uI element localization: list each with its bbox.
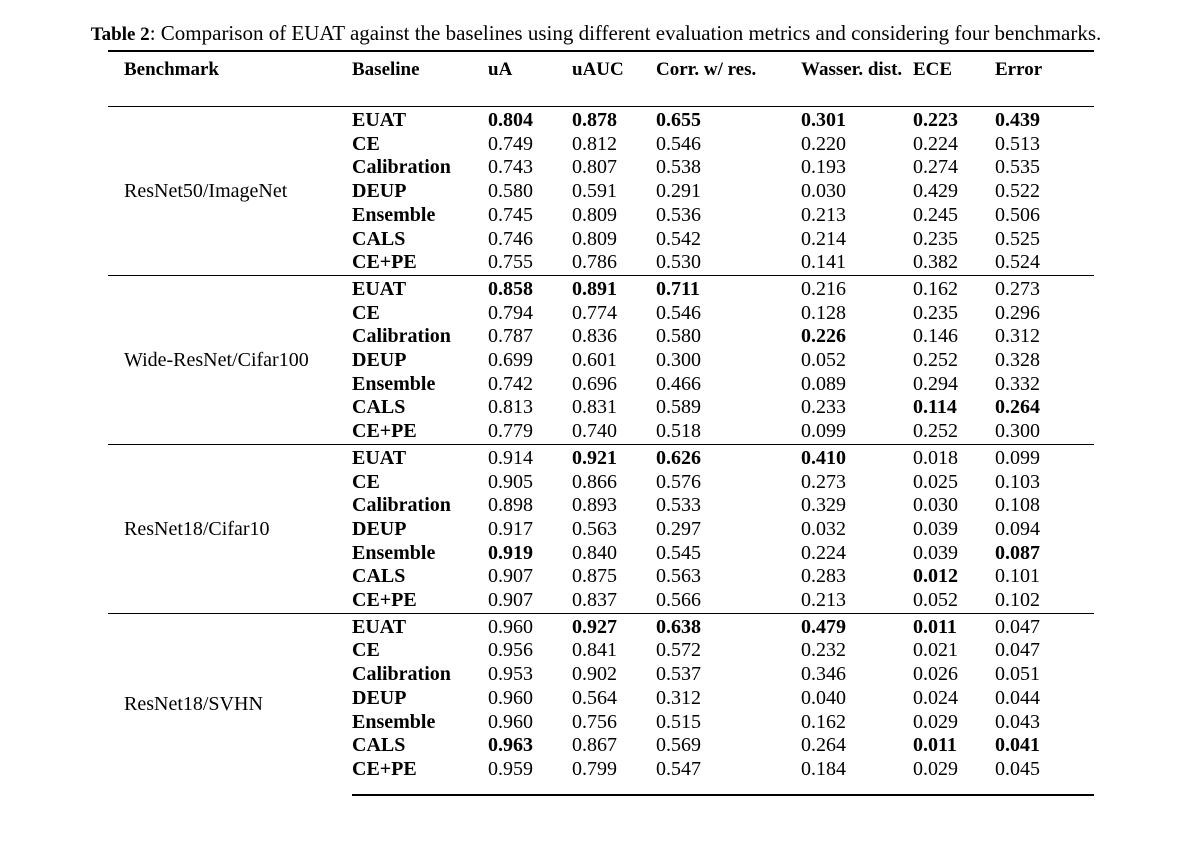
value-cell-error: 0.439 [995, 109, 1040, 131]
value-cell-ua: 0.960 [488, 613, 572, 639]
value-cell-uauc: 0.696 [572, 372, 617, 395]
value-cell-corr: 0.312 [656, 686, 701, 709]
value-cell-wasserstein: 0.032 [801, 517, 846, 540]
baseline-cell: CALS [352, 734, 406, 757]
value-cell-ua: 0.804 [488, 109, 533, 131]
value-cell-corr: 0.542 [656, 227, 701, 250]
value-cell-uauc: 0.867 [572, 734, 617, 757]
value-cell-ece: 0.026 [913, 663, 958, 686]
value-cell-corr: 0.626 [656, 444, 801, 470]
baseline-cell: DEUP [352, 180, 407, 203]
header-row [108, 51, 1094, 88]
benchmark-cell: ResNet18/SVHN [108, 613, 352, 794]
value-cell-ece: 0.235 [913, 301, 958, 324]
value-cell-wasserstein: 0.264 [801, 734, 846, 757]
value-cell-error: 0.101 [995, 565, 1040, 588]
value-cell-corr: 0.530 [656, 251, 701, 274]
value-cell-corr: 0.536 [656, 203, 701, 226]
benchmark-group [108, 107, 1094, 276]
value-cell-uauc: 0.807 [572, 156, 617, 179]
value-cell-corr: 0.546 [656, 301, 701, 324]
baseline-cell: DEUP [352, 517, 407, 540]
value-cell-error: 0.264 [995, 396, 1040, 419]
header-spacer-cell [108, 88, 1094, 107]
value-cell-uauc: 0.902 [572, 663, 617, 686]
value-cell-uauc: 0.786 [572, 251, 617, 274]
baseline-cell: CALS [352, 227, 406, 250]
value-cell-uauc: 0.774 [572, 301, 617, 324]
value-cell-error: 0.513 [995, 132, 1040, 155]
value-cell-error: 0.047 [995, 639, 1040, 662]
benchmark-group [108, 444, 1094, 613]
value-cell-ua: 0.858 [488, 275, 572, 301]
value-cell-wasserstein: 0.213 [801, 589, 846, 612]
baseline-cell: Calibration [352, 156, 451, 179]
value-cell-uauc: 0.809 [572, 227, 617, 250]
value-cell-uauc: 0.740 [572, 420, 617, 443]
column-header-error: Error [995, 59, 1043, 80]
value-cell-ece: 0.018 [913, 444, 995, 470]
value-cell-ua: 0.907 [488, 589, 533, 612]
baseline-cell: DEUP [352, 686, 407, 709]
value-cell-wasserstein: 0.141 [801, 251, 846, 274]
value-cell-wasserstein: 0.040 [801, 686, 846, 709]
value-cell-uauc: 0.812 [572, 132, 617, 155]
value-cell-error: 0.108 [995, 494, 1040, 517]
value-cell-uauc: 0.563 [572, 517, 617, 540]
value-cell-ece: 0.030 [913, 494, 958, 517]
baseline-cell: CE [352, 639, 380, 662]
value-cell-ece: 0.224 [913, 132, 958, 155]
value-cell-corr: 0.638 [656, 613, 801, 639]
value-cell-ece: 0.429 [913, 180, 958, 203]
value-cell-uauc: 0.756 [572, 710, 617, 733]
value-cell-ua: 0.699 [488, 349, 533, 372]
value-cell-ece: 0.029 [913, 710, 958, 733]
value-cell-corr: 0.589 [656, 396, 701, 419]
value-cell-error: 0.300 [995, 420, 1040, 443]
column-header-ece: ECE [913, 59, 953, 80]
baseline-cell: Ensemble [352, 541, 436, 564]
value-cell-uauc: 0.809 [572, 203, 617, 226]
header-spacer [108, 88, 1094, 107]
value-cell-error: 0.103 [995, 470, 1040, 493]
value-cell-wasserstein: 0.226 [801, 325, 846, 348]
value-cell-ece: 0.021 [913, 639, 958, 662]
value-cell-corr: 0.537 [656, 663, 701, 686]
benchmark-cell: Wide-ResNet/Cifar100 [108, 275, 352, 444]
baseline-cell: CE+PE [352, 420, 417, 443]
table-row [108, 275, 1094, 301]
value-cell-error: 0.328 [995, 349, 1040, 372]
value-cell-corr: 0.576 [656, 470, 701, 493]
value-cell-error: 0.525 [995, 227, 1040, 250]
value-cell-ece: 0.274 [913, 156, 958, 179]
benchmark-group [108, 275, 1094, 444]
benchmark-cell: ResNet18/Cifar10 [108, 444, 352, 613]
results-table-container [108, 50, 1094, 796]
value-cell-wasserstein: 0.184 [801, 758, 913, 795]
value-cell-ece: 0.294 [913, 372, 958, 395]
value-cell-ece: 0.114 [913, 396, 957, 419]
value-cell-corr: 0.566 [656, 589, 701, 612]
value-cell-wasserstein: 0.099 [801, 420, 846, 443]
value-cell-ece: 0.252 [913, 420, 958, 443]
table-row [108, 613, 1094, 639]
value-cell-ua: 0.787 [488, 325, 533, 348]
value-cell-ua: 0.746 [488, 227, 533, 250]
value-cell-ua: 0.907 [488, 565, 533, 588]
value-cell-corr: 0.655 [656, 109, 701, 131]
caption-text: Comparison of EUAT against the baselines using different evaluation metrics and considering four benchmarks. [160, 21, 1102, 45]
benchmark-cell: ResNet50/ImageNet [124, 180, 288, 203]
value-cell-ua: 0.742 [488, 372, 533, 395]
value-cell-uauc: 0.893 [572, 494, 617, 517]
baseline-cell: EUAT [352, 444, 488, 470]
baseline-cell: Ensemble [352, 372, 436, 395]
value-cell-ece: 0.235 [913, 227, 958, 250]
value-cell-wasserstein: 0.052 [801, 349, 846, 372]
table-caption [0, 20, 1192, 48]
table-row [108, 107, 1094, 133]
column-header-uauc: uAUC [572, 59, 624, 80]
value-cell-corr: 0.580 [656, 325, 701, 348]
value-cell-corr: 0.300 [656, 349, 701, 372]
value-cell-ua: 0.745 [488, 203, 533, 226]
value-cell-error: 0.099 [995, 444, 1094, 470]
value-cell-ece: 0.382 [913, 251, 958, 274]
value-cell-uauc: 0.878 [572, 109, 617, 131]
value-cell-corr: 0.545 [656, 541, 701, 564]
value-cell-ua: 0.794 [488, 301, 533, 324]
value-cell-corr: 0.297 [656, 517, 701, 540]
value-cell-ece: 0.252 [913, 349, 958, 372]
value-cell-wasserstein: 0.346 [801, 663, 846, 686]
value-cell-wasserstein: 0.410 [801, 444, 913, 470]
value-cell-error: 0.047 [995, 613, 1094, 639]
baseline-cell: EUAT [352, 109, 407, 131]
benchmark-group [108, 613, 1094, 794]
value-cell-uauc: 0.840 [572, 541, 617, 564]
baseline-cell: CE+PE [352, 251, 417, 274]
value-cell-ua: 0.953 [488, 663, 533, 686]
value-cell-corr: 0.533 [656, 494, 701, 517]
value-cell-corr: 0.563 [656, 565, 701, 588]
column-header-baseline: Baseline [352, 59, 420, 80]
value-cell-uauc: 0.831 [572, 396, 617, 419]
value-cell-ece: 0.039 [913, 517, 958, 540]
value-cell-ua: 0.919 [488, 541, 533, 564]
value-cell-corr: 0.515 [656, 710, 701, 733]
value-cell-error: 0.506 [995, 203, 1040, 226]
value-cell-uauc: 0.875 [572, 565, 617, 588]
value-cell-wasserstein: 0.193 [801, 156, 846, 179]
value-cell-ece: 0.223 [913, 109, 958, 131]
value-cell-ece: 0.245 [913, 203, 958, 226]
baseline-cell: CE [352, 132, 380, 155]
value-cell-corr: 0.569 [656, 734, 701, 757]
value-cell-ua: 0.917 [488, 517, 533, 540]
value-cell-wasserstein: 0.283 [801, 565, 846, 588]
value-cell-ece: 0.162 [913, 275, 995, 301]
value-cell-wasserstein: 0.273 [801, 470, 846, 493]
value-cell-wasserstein: 0.030 [801, 180, 846, 203]
value-cell-corr: 0.518 [656, 420, 701, 443]
caption-separator: : [149, 21, 156, 45]
value-cell-ua: 0.963 [488, 734, 533, 757]
baseline-cell: CE+PE [352, 758, 488, 795]
value-cell-ece: 0.039 [913, 541, 958, 564]
value-cell-uauc: 0.866 [572, 470, 617, 493]
table-header [108, 51, 1094, 107]
value-cell-ua: 0.749 [488, 132, 533, 155]
value-cell-ua: 0.813 [488, 396, 533, 419]
value-cell-ece: 0.024 [913, 686, 958, 709]
value-cell-error: 0.332 [995, 372, 1040, 395]
value-cell-error: 0.535 [995, 156, 1040, 179]
value-cell-wasserstein: 0.329 [801, 494, 846, 517]
value-cell-error: 0.312 [995, 325, 1040, 348]
baseline-cell: Calibration [352, 663, 451, 686]
caption-label: Table 2 [90, 24, 150, 45]
value-cell-error: 0.044 [995, 686, 1040, 709]
value-cell-corr: 0.572 [656, 639, 701, 662]
value-cell-wasserstein: 0.220 [801, 132, 846, 155]
value-cell-error: 0.522 [995, 180, 1040, 203]
value-cell-wasserstein: 0.216 [801, 275, 913, 301]
column-header-corr: Corr. w/ res. [656, 59, 757, 80]
value-cell-ua: 0.960 [488, 710, 533, 733]
value-cell-ece: 0.052 [913, 589, 958, 612]
baseline-cell: CE [352, 470, 380, 493]
baseline-cell: Calibration [352, 325, 451, 348]
value-cell-wasserstein: 0.479 [801, 613, 913, 639]
value-cell-corr: 0.291 [656, 180, 701, 203]
results-table [108, 50, 1094, 796]
baseline-cell: DEUP [352, 349, 407, 372]
value-cell-ua: 0.743 [488, 156, 533, 179]
baseline-cell: CALS [352, 396, 406, 419]
value-cell-error: 0.296 [995, 301, 1040, 324]
value-cell-corr: 0.547 [656, 758, 801, 795]
value-cell-error: 0.087 [995, 541, 1040, 564]
value-cell-error: 0.273 [995, 275, 1094, 301]
value-cell-uauc: 0.841 [572, 639, 617, 662]
value-cell-uauc: 0.891 [572, 275, 656, 301]
value-cell-wasserstein: 0.128 [801, 301, 846, 324]
value-cell-ua: 0.956 [488, 639, 533, 662]
value-cell-corr: 0.466 [656, 372, 701, 395]
baseline-cell: Ensemble [352, 710, 436, 733]
value-cell-uauc: 0.591 [572, 180, 617, 203]
value-cell-wasserstein: 0.224 [801, 541, 846, 564]
value-cell-error: 0.051 [995, 663, 1040, 686]
value-cell-ua: 0.580 [488, 180, 533, 203]
column-header-wasserstein: Wasser. dist. [801, 59, 903, 80]
value-cell-error: 0.041 [995, 734, 1040, 757]
column-header-benchmark: Benchmark [124, 59, 219, 80]
baseline-cell: CE+PE [352, 589, 417, 612]
table-row [108, 444, 1094, 470]
value-cell-corr: 0.711 [656, 275, 801, 301]
value-cell-corr: 0.538 [656, 156, 701, 179]
column-header-ua: uA [488, 59, 513, 80]
value-cell-error: 0.102 [995, 589, 1040, 612]
value-cell-ece: 0.011 [913, 613, 995, 639]
value-cell-ece: 0.025 [913, 470, 958, 493]
baseline-cell: EUAT [352, 275, 488, 301]
value-cell-ua: 0.905 [488, 470, 533, 493]
value-cell-error: 0.094 [995, 517, 1040, 540]
baseline-cell: EUAT [352, 613, 488, 639]
value-cell-error: 0.045 [995, 758, 1094, 795]
value-cell-wasserstein: 0.233 [801, 396, 846, 419]
value-cell-error: 0.043 [995, 710, 1040, 733]
value-cell-wasserstein: 0.213 [801, 203, 846, 226]
value-cell-uauc: 0.564 [572, 686, 617, 709]
value-cell-ua: 0.959 [488, 758, 572, 795]
value-cell-ua: 0.898 [488, 494, 533, 517]
value-cell-ece: 0.012 [913, 565, 958, 588]
value-cell-ua: 0.779 [488, 420, 533, 443]
value-cell-corr: 0.546 [656, 132, 701, 155]
value-cell-ece: 0.011 [913, 734, 957, 757]
baseline-cell: Calibration [352, 494, 451, 517]
value-cell-wasserstein: 0.301 [801, 109, 846, 131]
value-cell-ua: 0.914 [488, 444, 572, 470]
value-cell-wasserstein: 0.232 [801, 639, 846, 662]
baseline-cell: CE [352, 301, 380, 324]
value-cell-ece: 0.146 [913, 325, 958, 348]
value-cell-ece: 0.029 [913, 758, 995, 795]
value-cell-uauc: 0.837 [572, 589, 617, 612]
value-cell-wasserstein: 0.162 [801, 710, 846, 733]
value-cell-wasserstein: 0.089 [801, 372, 846, 395]
value-cell-error: 0.524 [995, 251, 1040, 274]
value-cell-uauc: 0.601 [572, 349, 617, 372]
value-cell-ua: 0.960 [488, 686, 533, 709]
value-cell-uauc: 0.927 [572, 613, 656, 639]
value-cell-uauc: 0.836 [572, 325, 617, 348]
value-cell-ua: 0.755 [488, 251, 533, 274]
value-cell-wasserstein: 0.214 [801, 227, 846, 250]
baseline-cell: Ensemble [352, 203, 436, 226]
value-cell-uauc: 0.921 [572, 444, 656, 470]
baseline-cell: CALS [352, 565, 406, 588]
value-cell-uauc: 0.799 [572, 758, 656, 795]
